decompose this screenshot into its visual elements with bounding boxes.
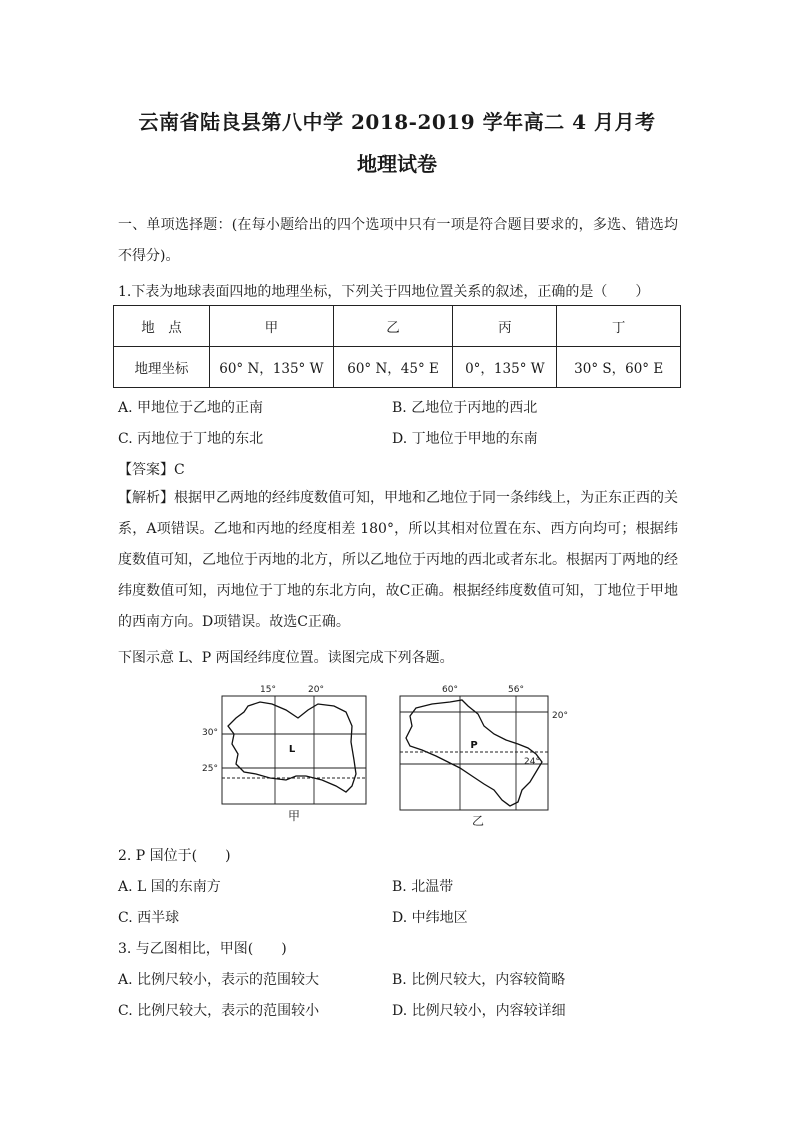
table-cell: 60° N，45° E <box>333 347 453 388</box>
table-cell: 60° N，135° W <box>210 347 334 388</box>
coordinates-table <box>113 305 681 388</box>
map-yi <box>400 685 568 828</box>
map-yi-lat-label: 20° <box>552 711 568 721</box>
question-3-stem: 3. 与乙图相比，甲图( ) <box>118 941 287 957</box>
map-jia-country-label: L <box>288 744 296 755</box>
section-heading: 一、单项选择题：(在每小题给出的四个选项中只有一项是符合题目要求的，多选、错选均不得分)。 <box>118 217 678 264</box>
q1-option-c[interactable]: C. 丙地位于丁地的东北 <box>118 431 264 447</box>
map-jia-lat-label: 30° <box>202 728 218 738</box>
table-cell: 地理坐标 <box>114 347 210 388</box>
exam-title: 云南省陆良县第八中学 2018-2019 学年高二 4 月月考 <box>138 110 656 134</box>
table-cell: 0°，135° W <box>453 347 557 388</box>
question-2-stem: 2. P 国位于( ) <box>118 848 231 864</box>
table-row <box>114 347 681 388</box>
table-cell: 地 点 <box>114 306 210 347</box>
q3-option-b[interactable]: B. 比例尺较大，内容较简略 <box>392 972 566 988</box>
map-yi-lat-label: 24° <box>524 757 540 767</box>
q3-option-c[interactable]: C. 比例尺较大，表示的范围较小 <box>118 1003 320 1019</box>
q1-answer: 【答案】C <box>118 462 185 478</box>
table-cell: 丙 <box>453 306 557 347</box>
table-cell: 乙 <box>333 306 453 347</box>
map-yi-country-label: P <box>470 740 478 751</box>
latitude-longitude-maps <box>196 682 568 830</box>
table-cell: 甲 <box>210 306 334 347</box>
q1-option-a[interactable]: A. 甲地位于乙地的正南 <box>118 400 264 416</box>
q3-option-d[interactable]: D. 比例尺较小，内容较详细 <box>392 1003 566 1019</box>
table-cell: 丁 <box>557 306 681 347</box>
table-cell: 30° S，60° E <box>557 347 681 388</box>
map-jia <box>202 685 366 823</box>
map-jia-lon-label: 20° <box>308 685 324 695</box>
q3-option-a[interactable]: A. 比例尺较小，表示的范围较大 <box>118 972 320 988</box>
q2-option-c[interactable]: C. 西半球 <box>118 910 180 926</box>
map-yi-lon-label: 60° <box>442 685 458 695</box>
map-jia-caption: 甲 <box>287 809 301 823</box>
q1-option-d[interactable]: D. 丁地位于甲地的东南 <box>392 431 538 447</box>
q1-analysis: 【解析】根据甲乙两地的经纬度数值可知，甲地和乙地位于同一条纬线上，为正东正西的关系，A项错误。乙地和丙地的经度相差 180°，所以其相对位置在东、西方向均可；根据纬度数值可知，乙地位于丙地的北方，所以乙地位于丙地的西北或者东北。根据丙丁两地的经纬度数值可知，丙地位于丁地的东北方向，故C正确。根据经纬度数值可知，丁地位于甲地的西南方向。D项错误。故选C正确。 <box>118 490 678 630</box>
q2-option-d[interactable]: D. 中纬地区 <box>392 910 468 926</box>
exam-subtitle: 地理试卷 <box>357 152 437 176</box>
map-jia-lat-label: 25° <box>202 764 218 774</box>
figure-intro: 下图示意 L、P 两国经纬度位置。读图完成下列各题。 <box>118 650 454 666</box>
map-yi-caption: 乙 <box>471 814 485 828</box>
q1-option-b[interactable]: B. 乙地位于丙地的西北 <box>392 400 538 416</box>
question-1-stem: 1.下表为地球表面四地的地理坐标，下列关于四地位置关系的叙述，正确的是（ ） <box>118 284 650 300</box>
map-jia-lon-label: 15° <box>260 685 276 695</box>
table-header-row <box>114 306 681 347</box>
q2-option-a[interactable]: A. L 国的东南方 <box>118 879 221 895</box>
map-yi-lon-label: 56° <box>508 685 524 695</box>
q2-option-b[interactable]: B. 北温带 <box>392 879 454 895</box>
